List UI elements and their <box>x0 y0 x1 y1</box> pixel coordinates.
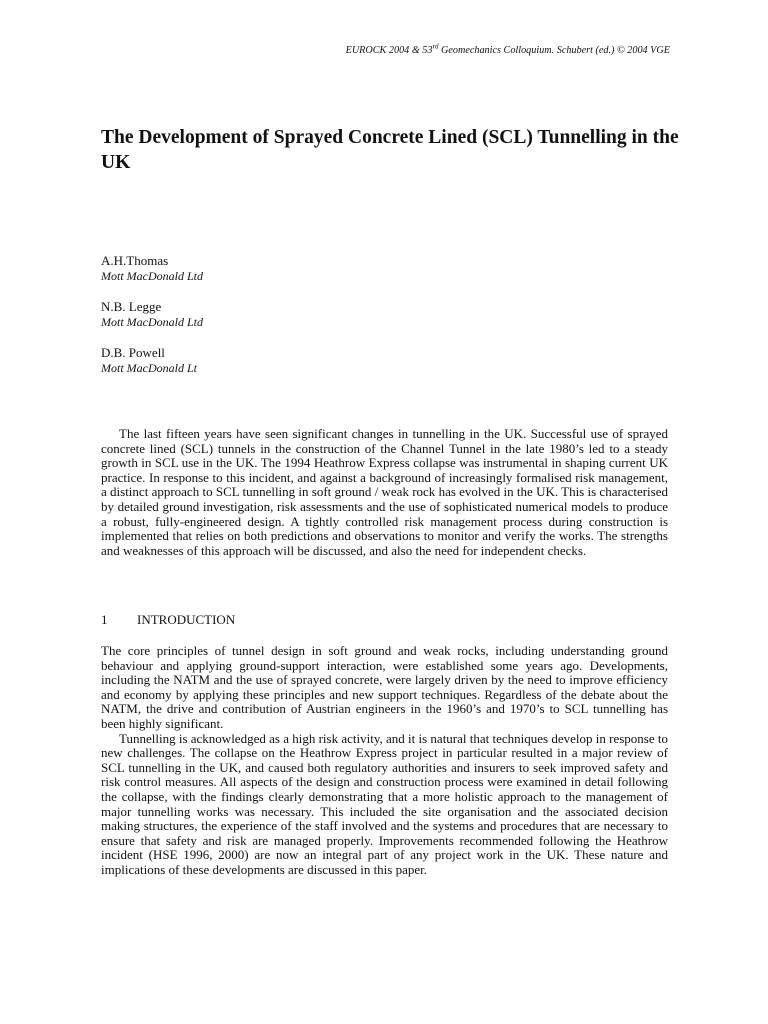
author-block <box>101 345 501 376</box>
author-affiliation: Mott MacDonald Lt <box>101 361 197 375</box>
section-number: 1 <box>101 612 108 627</box>
running-header <box>345 42 670 56</box>
author-block <box>101 299 501 330</box>
running-head-prefix: EUROCK 2004 & 53 <box>345 45 433 56</box>
abstract: The last fifteen years have seen significant changes in tunnelling in the UK. Successful use of sprayed concrete lined (SCL) tunnels in the construction of the Channel Tunnel in the late 1980’s led to a steady growth in SCL use in the UK. The 1994 Heathrow Express collapse was instrumental in shaping current UK practice. In response to this incident, and against a background of increasingly formalised risk management, a distinct approach to SCL tunnelling in soft ground / weak rock has evolved in the UK. This is characterised by detailed ground investigation, risk assessments and the use of sophisticated numerical models to produce a robust, fully-engineered design. A tightly controlled risk management process during construction is implemented that relies on both predictions and observations to monitor and verify the works. The strengths and weaknesses of this approach will be discussed, and also the need for independent checks. <box>101 426 668 558</box>
author-affiliation: Mott MacDonald Ltd <box>101 315 203 329</box>
section-body <box>101 644 668 878</box>
author-name: D.B. Powell <box>101 345 165 360</box>
body-paragraph: Tunnelling is acknowledged as a high risk activity, and it is natural that techniques develop in response to new challenges. The collapse on the Heathrow Express project in particular resulted in a major review of SCL tunnelling in the UK, and caused both regulatory authorities and insurers to seek improved safety and risk control measures. All aspects of the design and construction process were examined in detail following the collapse, with the findings clearly demonstrating that a more holistic approach to the management of major tunnelling works was necessary. This included the site organisation and the associated decision making structures, the experience of the staff involved and the systems and procedures that are necessary to ensure that safety and risk are managed properly. Improvements recommended following the Heathrow incident (HSE 1996, 2000) are now an integral part of any project work in the UK. These nature and implications of these developments are discussed in this paper. <box>101 730 668 877</box>
running-head-superscript: rd <box>432 42 439 51</box>
running-head-suffix: Geomechanics Colloquium. Schubert (ed.) © 2004 VGE <box>438 45 670 56</box>
author-affiliation: Mott MacDonald Ltd <box>101 269 203 283</box>
paper-title: The Development of Sprayed Concrete Lined (SCL) Tunnelling in the UK <box>101 127 679 173</box>
author-name: A.H.Thomas <box>101 253 169 268</box>
author-block <box>101 253 501 284</box>
author-list <box>101 253 501 391</box>
body-paragraph: The core principles of tunnel design in soft ground and weak rocks, including understanding ground behaviour and applying ground-support interaction, were established some years ago. Developments, including the NATM and the use of sprayed concrete, were largely driven by the need to improve efficiency and economy by applying these principles and new support techniques. Regardless of the debate about the NATM, the drive and contribution of Austrian engineers in the 1960’s and 1970’s to SCL tunnelling has been highly significant. <box>101 643 668 731</box>
section-heading <box>101 612 235 628</box>
author-name: N.B. Legge <box>101 299 162 314</box>
section-title: INTRODUCTION <box>137 612 236 627</box>
